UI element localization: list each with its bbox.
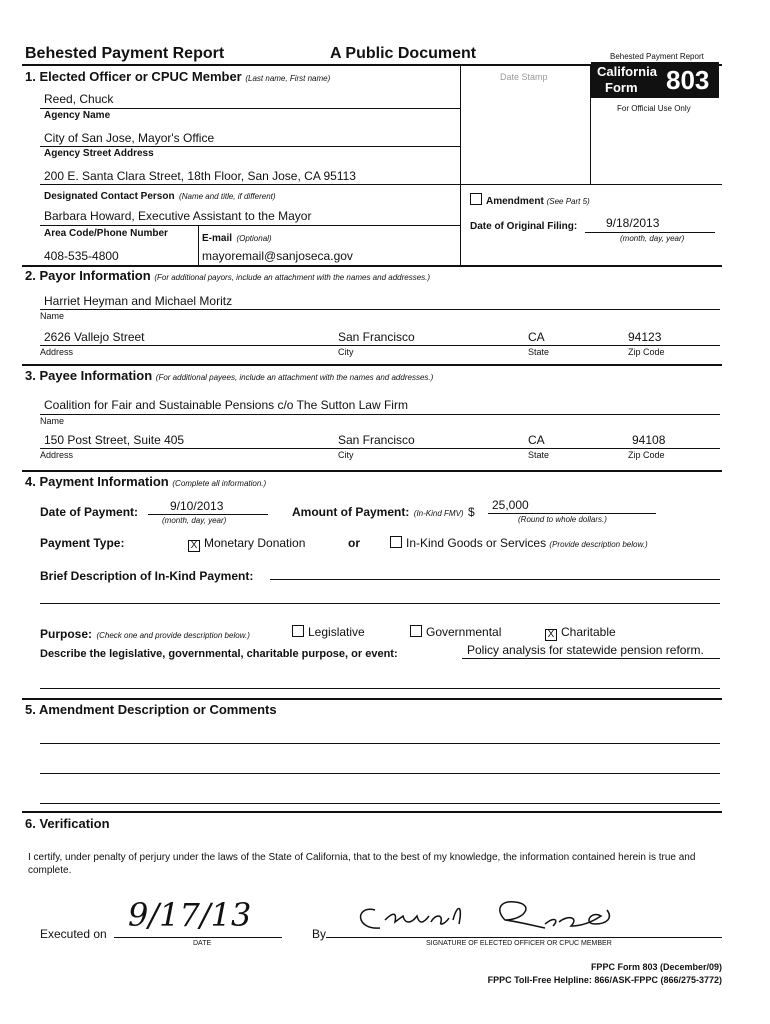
inkind-checkbox-box xyxy=(390,536,402,548)
payor-address-label: Address xyxy=(40,347,74,357)
payor-zip-label: Zip Code xyxy=(628,347,665,357)
agency-street: 200 E. Santa Clara Street, 18th Floor, San Jose, CA 95113 xyxy=(44,169,356,183)
section1-bottom-rule xyxy=(22,265,722,267)
payor-city: San Francisco xyxy=(338,330,415,344)
payor-state: CA xyxy=(528,330,545,344)
purpose-label xyxy=(40,625,250,643)
comments-line3[interactable] xyxy=(40,803,720,804)
executed-date-label: DATE xyxy=(193,940,212,947)
monetary-checkbox-box: X xyxy=(188,540,200,552)
payment-amount-label-text: Amount of Payment: xyxy=(292,505,410,519)
payor-address: 2626 Vallejo Street xyxy=(44,330,145,344)
inkind-description-line1[interactable] xyxy=(270,579,720,580)
stamp-box-left xyxy=(460,64,461,184)
amendment-box-left xyxy=(460,184,461,265)
legislative-checkbox[interactable] xyxy=(292,625,365,639)
form-id: FPPC Form 803 (December/09) xyxy=(590,962,722,972)
purpose-label-text: Purpose: xyxy=(40,627,93,641)
comments-line2[interactable] xyxy=(40,773,720,774)
payment-type-label: Payment Type: xyxy=(40,536,125,550)
phone-label: Area Code/Phone Number xyxy=(44,228,168,239)
governmental-checkbox-box xyxy=(410,625,422,637)
section4-title: 4. Payment Information xyxy=(25,474,169,489)
contact-line xyxy=(40,225,460,226)
signature-image xyxy=(345,890,645,940)
header-form-name: Behested Payment Report xyxy=(610,52,704,61)
payee-address: 150 Post Street, Suite 405 xyxy=(44,433,185,447)
payor-name-line xyxy=(40,309,720,310)
original-filing-line xyxy=(585,232,715,233)
payee-state-label: State xyxy=(528,450,550,460)
payee-state: CA xyxy=(528,433,545,447)
payment-date: 9/10/2013 xyxy=(170,499,224,513)
payee-address-line xyxy=(40,448,720,449)
payor-name: Harriet Heyman and Michael Moritz xyxy=(44,294,233,308)
inkind-description-line2[interactable] xyxy=(40,603,720,604)
contact-label xyxy=(44,186,276,204)
email-label-text: E-mail xyxy=(202,233,233,244)
payee-city-label: City xyxy=(338,450,354,460)
comments-line1[interactable] xyxy=(40,743,720,744)
office-use-label: For Official Use Only xyxy=(617,104,691,113)
signature-label: SIGNATURE OF ELECTED OFFICER OR CPUC MEMBER xyxy=(426,940,612,947)
payee-name: Coalition for Fair and Sustainable Pensions c/o The Sutton Law Firm xyxy=(44,398,408,412)
section5-heading: 5. Amendment Description or Comments xyxy=(25,702,277,717)
agency-street-line xyxy=(40,184,460,185)
payee-zip: 94108 xyxy=(632,433,666,447)
section4-heading xyxy=(25,474,266,489)
section5-bottom-rule xyxy=(22,811,722,813)
payee-address-label: Address xyxy=(40,450,74,460)
badge-line2: Form xyxy=(605,80,638,95)
officer-name-line xyxy=(40,108,460,109)
monetary-checkbox[interactable] xyxy=(188,536,305,552)
governmental-checkbox[interactable] xyxy=(410,625,501,639)
section6-heading: 6. Verification xyxy=(25,816,110,831)
payee-name-line xyxy=(40,414,720,415)
email-note: (Optional) xyxy=(236,234,272,243)
agency-street-label: Agency Street Address xyxy=(44,148,154,159)
payment-amount-line xyxy=(488,513,656,514)
inkind-note: (Provide description below.) xyxy=(549,540,648,549)
section2-bottom-rule xyxy=(22,364,722,366)
original-filing-note: (month, day, year) xyxy=(620,234,685,243)
section3-bottom-rule xyxy=(22,470,722,472)
payee-name-label: Name xyxy=(40,416,65,426)
or-label: or xyxy=(348,536,360,550)
payment-date-label: Date of Payment: xyxy=(40,505,139,519)
badge-line1: California xyxy=(597,64,657,79)
section4-bottom-rule xyxy=(22,698,722,700)
amendment-checkbox-box xyxy=(470,193,482,205)
stamp-box-bottom xyxy=(460,184,722,185)
public-document-title: A Public Document xyxy=(330,45,477,62)
section1-title: 1. Elected Officer or CPUC Member xyxy=(25,69,242,84)
agency-name-label: Agency Name xyxy=(44,110,111,121)
signature-first xyxy=(361,908,461,928)
payor-address-line xyxy=(40,345,720,346)
form-803-badge xyxy=(591,62,719,98)
email-label xyxy=(202,228,272,246)
describe-purpose: Policy analysis for statewide pension reform. xyxy=(467,643,704,657)
charitable-checkbox[interactable] xyxy=(545,625,616,641)
helpline: FPPC Toll-Free Helpline: 866/ASK-FPPC (866/275-3772) xyxy=(487,975,722,985)
describe-purpose-label: Describe the legislative, governmental, charitable purpose, or event: xyxy=(40,648,398,660)
payment-date-line xyxy=(148,514,268,515)
section3-title: 3. Payee Information xyxy=(25,368,153,383)
payment-amount-note: (In-Kind FMV) xyxy=(413,509,464,518)
section3-note: (For additional payees, include an attachment with the names and addresses.) xyxy=(155,373,434,382)
executed-date: 9/17/13 xyxy=(128,896,252,934)
signature-last xyxy=(500,902,610,928)
currency-symbol: $ xyxy=(468,505,475,519)
legislative-label: Legislative xyxy=(308,625,365,639)
phone-email-divider xyxy=(198,225,199,265)
section2-note: (For additional payors, include an attachment with the names and addresses.) xyxy=(154,273,431,282)
inkind-checkbox[interactable] xyxy=(390,536,648,550)
inkind-label: In-Kind Goods or Services xyxy=(406,536,547,550)
contact-person: Barbara Howard, Executive Assistant to the Mayor xyxy=(44,209,312,223)
amendment-checkbox[interactable] xyxy=(470,193,590,207)
payor-state-label: State xyxy=(528,347,550,357)
payment-date-note: (month, day, year) xyxy=(162,516,227,525)
payment-amount: 25,000 xyxy=(492,498,529,512)
officer-name: Reed, Chuck xyxy=(44,92,114,106)
section4-note: (Complete all information.) xyxy=(172,479,267,488)
payor-zip: 94123 xyxy=(628,330,662,344)
by-label: By xyxy=(312,927,327,941)
section2-heading xyxy=(25,268,430,283)
amount-round-note: (Round to whole dollars.) xyxy=(518,515,607,524)
contact-label-text: Designated Contact Person xyxy=(44,191,175,202)
agency-name-line xyxy=(40,146,460,147)
form-title: Behested Payment Report xyxy=(25,45,225,62)
section3-heading xyxy=(25,368,433,383)
charitable-label: Charitable xyxy=(561,625,616,639)
phone-number: 408-535-4800 xyxy=(44,249,119,263)
charitable-checkbox-box: X xyxy=(545,629,557,641)
section2-title: 2. Payor Information xyxy=(25,268,151,283)
email-address: mayoremail@sanjoseca.gov xyxy=(202,249,353,263)
agency-name: City of San Jose, Mayor's Office xyxy=(44,131,215,145)
amendment-note: (See Part 5) xyxy=(546,197,590,206)
payment-amount-label xyxy=(292,503,475,521)
governmental-label: Governmental xyxy=(426,625,502,639)
payor-name-label: Name xyxy=(40,311,65,321)
section1-heading xyxy=(25,69,330,84)
contact-note: (Name and title, if different) xyxy=(179,192,276,201)
section1-note: (Last name, First name) xyxy=(245,74,331,83)
amendment-label: Amendment xyxy=(486,196,544,207)
describe-purpose-line1 xyxy=(462,658,720,659)
original-filing-date: 9/18/2013 xyxy=(606,216,660,230)
badge-number: 803 xyxy=(666,65,710,95)
payee-city: San Francisco xyxy=(338,433,415,447)
executed-on-label: Executed on xyxy=(40,927,107,941)
monetary-label: Monetary Donation xyxy=(204,536,306,550)
payor-city-label: City xyxy=(338,347,354,357)
date-stamp-label: Date Stamp xyxy=(500,72,548,82)
purpose-note: (Check one and provide description below.) xyxy=(96,631,250,640)
original-filing-label: Date of Original Filing: xyxy=(470,221,578,232)
certification-text: I certify, under penalty of perjury under the laws of the State of California, that to the best of my knowledge, the information contained herein is true and complete. xyxy=(28,852,696,876)
legislative-checkbox-box xyxy=(292,625,304,637)
executed-date-line xyxy=(114,937,282,938)
payee-zip-label: Zip Code xyxy=(628,450,665,460)
describe-purpose-line2[interactable] xyxy=(40,688,720,689)
stamp-box-mid xyxy=(590,64,591,184)
inkind-description-label: Brief Description of In-Kind Payment: xyxy=(40,569,254,583)
